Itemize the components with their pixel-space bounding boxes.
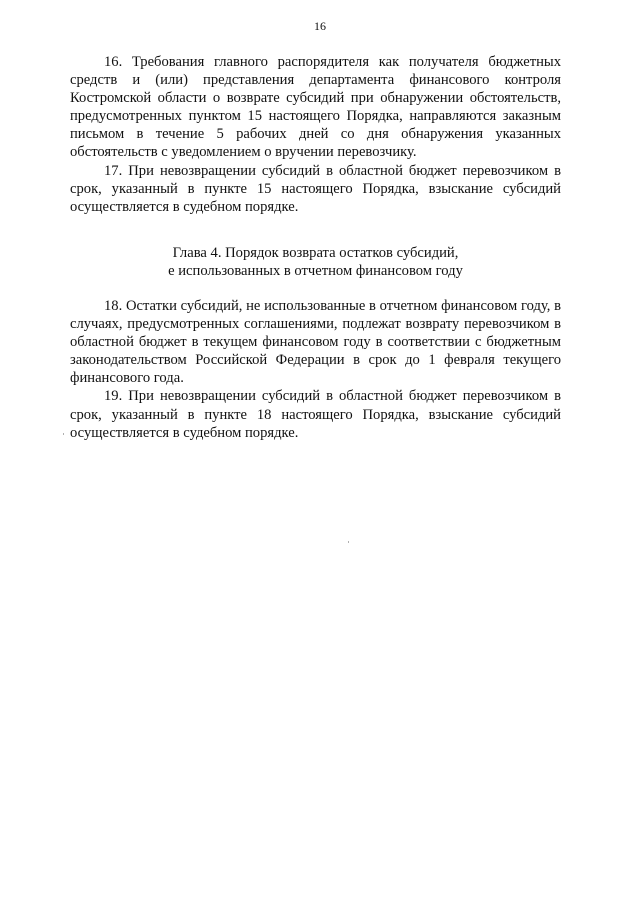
paragraph-19: 19. При невозвращении субсидий в областной бюджет перевозчиком в срок, указанный в пункте 18 настоящего Порядка, взыскание субсидий осуществляется в судебном порядке. [70,388,561,441]
chapter-heading-line1: Глава 4. Порядок возврата остатков субсидий, [172,245,459,261]
page-number: 16 [314,19,326,33]
scan-speck [63,433,64,435]
scan-speck [348,541,349,543]
document-body-part1 [70,53,561,216]
paragraph-18: 18. Остатки субсидий, не использованные в отчетном финансовом году, в случаях, предусмотренных соглашениями, подлежат возврату перевозчиком в областной бюджет в текущем финансовом году в соответствии с бюджетным законодательством Российской Федерации в срок до 1 февраля текущего финансового года. [70,298,561,387]
paragraph-17: 17. При невозвращении субсидий в областной бюджет перевозчиком в срок, указанный в пункте 15 настоящего Порядка, взыскание субсидий осуществляется в судебном порядке. [70,162,561,215]
chapter-heading [70,244,561,280]
chapter-heading-line2: е использованных в отчетном финансовом году [168,263,463,280]
document-body-part2 [70,297,561,442]
paragraph-16: 16. Требования главного распорядителя как получателя бюджетных средств и (или) представления департамента финансового контроля Костромской области о возврате субсидий при обнаружении обстоятельств, предусмотренных пунктом 15 настоящего Порядка, направляются заказным письмом в течение 5 рабочих дней со дня обнаружения указанных обстоятельств с уведомлением о вручении перевозчику. [70,54,561,161]
